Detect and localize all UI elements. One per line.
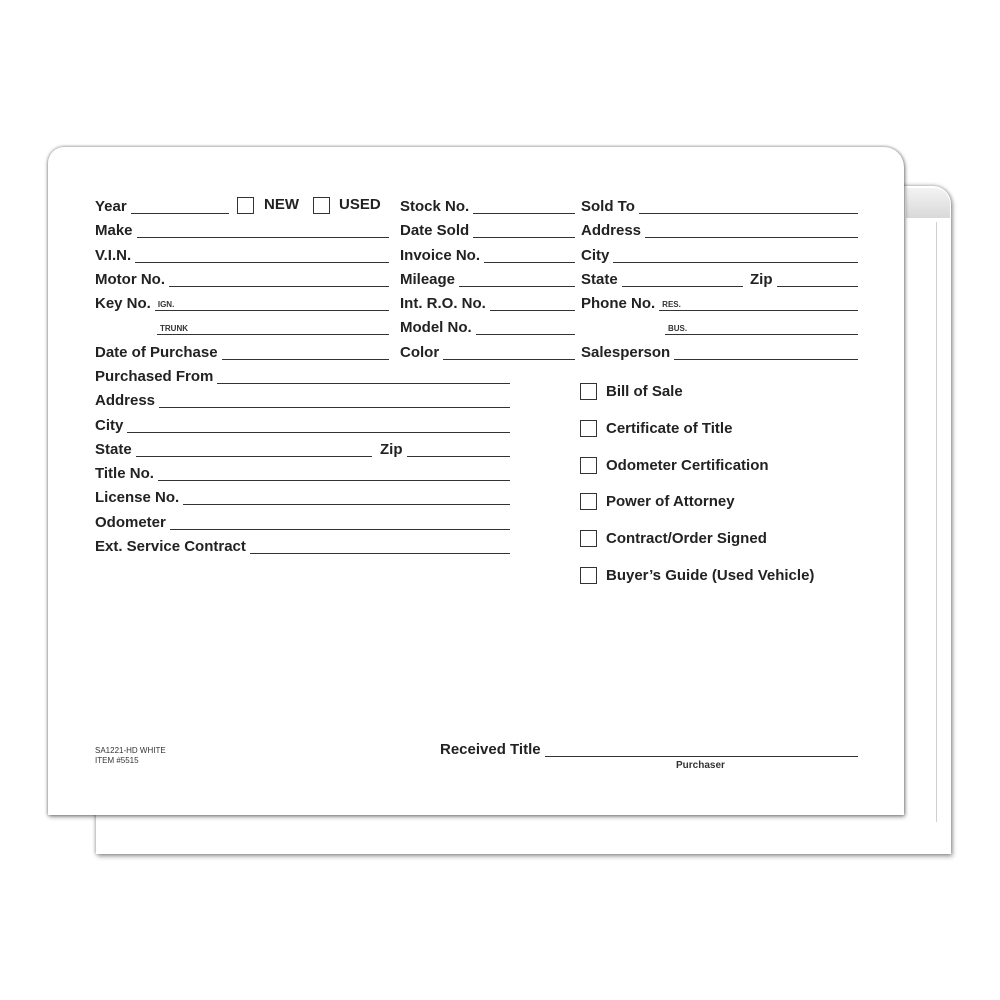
odometer-certification-checkbox[interactable] [580, 457, 597, 474]
key-no-trunk-field[interactable] [157, 317, 389, 335]
seller-zip-label: Zip [380, 441, 403, 458]
ext-service-contract-field[interactable] [95, 536, 510, 554]
buyer-zip-label: Zip [750, 271, 773, 288]
make-field[interactable] [95, 220, 389, 238]
seller-state-label: State [95, 441, 132, 458]
contract-order-signed-label: Contract/Order Signed [606, 530, 767, 547]
date-sold-field[interactable] [400, 220, 575, 238]
buyers-guide-checkbox[interactable] [580, 567, 597, 584]
title-no-label: Title No. [95, 465, 154, 482]
folder-tab-shade [906, 188, 950, 218]
ext-service-contract-label: Ext. Service Contract [95, 538, 246, 555]
vin-label: V.I.N. [95, 247, 132, 264]
bill-of-sale-label: Bill of Sale [606, 383, 683, 400]
used-checkbox[interactable] [313, 197, 330, 214]
seller-state-field[interactable] [95, 439, 372, 457]
res-label: RES. [662, 300, 681, 309]
seller-zip-field[interactable] [380, 439, 510, 457]
odometer-field[interactable] [95, 512, 510, 530]
salesperson-field[interactable] [581, 342, 858, 360]
buyer-address-field[interactable] [581, 220, 858, 238]
ign-label: IGN. [157, 300, 175, 309]
contract-order-signed-checkbox[interactable] [580, 530, 597, 547]
model-no-label: Model No. [400, 319, 472, 336]
folder-inner-edge [936, 222, 937, 822]
color-field[interactable] [400, 342, 575, 360]
certificate-of-title-checkbox[interactable] [580, 420, 597, 437]
buyer-address-label: Address [581, 222, 642, 239]
stock-no-field[interactable] [400, 196, 575, 214]
seller-address-label: Address [95, 392, 156, 409]
vin-field[interactable] [95, 245, 389, 263]
invoice-no-field[interactable] [400, 245, 575, 263]
key-no-label: Key No. [95, 295, 151, 312]
mileage-label: Mileage [400, 271, 456, 288]
key-no-ign-field[interactable] [95, 293, 389, 311]
form-code: SA1221-HD WHITE [95, 746, 166, 755]
item-number: ITEM #5515 [95, 756, 139, 765]
new-checkbox[interactable] [237, 197, 254, 214]
phone-res-field[interactable] [581, 293, 858, 311]
date-sold-label: Date Sold [400, 222, 470, 239]
buyer-state-label: State [581, 271, 618, 288]
title-no-field[interactable] [95, 463, 510, 481]
power-of-attorney-checkbox[interactable] [580, 493, 597, 510]
invoice-no-label: Invoice No. [400, 247, 481, 264]
bill-of-sale-checkbox[interactable] [580, 383, 597, 400]
buyer-zip-field[interactable] [750, 269, 858, 287]
year-field[interactable] [95, 196, 229, 214]
year-label: Year [95, 198, 127, 215]
sold-to-label: Sold To [581, 198, 635, 215]
odometer-label: Odometer [95, 514, 166, 531]
phone-no-label: Phone No. [581, 295, 656, 312]
buyers-guide-label: Buyer’s Guide (Used Vehicle) [606, 567, 815, 584]
received-title-label: Received Title [440, 741, 541, 758]
new-label: NEW [264, 196, 299, 213]
motor-no-label: Motor No. [95, 271, 165, 288]
power-of-attorney-label: Power of Attorney [606, 493, 735, 510]
sold-to-field[interactable] [581, 196, 858, 214]
received-title-field[interactable] [440, 739, 858, 757]
bus-label: BUS. [668, 324, 688, 333]
license-no-label: License No. [95, 489, 180, 506]
int-ro-no-field[interactable] [400, 293, 575, 311]
seller-city-label: City [95, 417, 124, 434]
phone-bus-field[interactable] [665, 317, 858, 335]
purchased-from-field[interactable] [95, 366, 510, 384]
model-no-field[interactable] [400, 317, 575, 335]
int-ro-no-label: Int. R.O. No. [400, 295, 486, 312]
make-label: Make [95, 222, 133, 239]
date-of-purchase-label: Date of Purchase [95, 344, 218, 361]
salesperson-label: Salesperson [581, 344, 671, 361]
color-label: Color [400, 344, 440, 361]
motor-no-field[interactable] [95, 269, 389, 287]
seller-city-field[interactable] [95, 415, 510, 433]
license-no-field[interactable] [95, 487, 510, 505]
date-of-purchase-field[interactable] [95, 342, 389, 360]
mileage-field[interactable] [400, 269, 575, 287]
purchaser-label: Purchaser [676, 760, 725, 771]
odometer-certification-label: Odometer Certification [606, 457, 769, 474]
buyer-city-field[interactable] [581, 245, 858, 263]
buyer-state-field[interactable] [581, 269, 743, 287]
certificate-of-title-label: Certificate of Title [606, 420, 733, 437]
used-label: USED [339, 196, 381, 213]
trunk-label: TRUNK [160, 324, 188, 333]
purchased-from-label: Purchased From [95, 368, 214, 385]
seller-address-field[interactable] [95, 390, 510, 408]
stock-no-label: Stock No. [400, 198, 470, 215]
buyer-city-label: City [581, 247, 610, 264]
